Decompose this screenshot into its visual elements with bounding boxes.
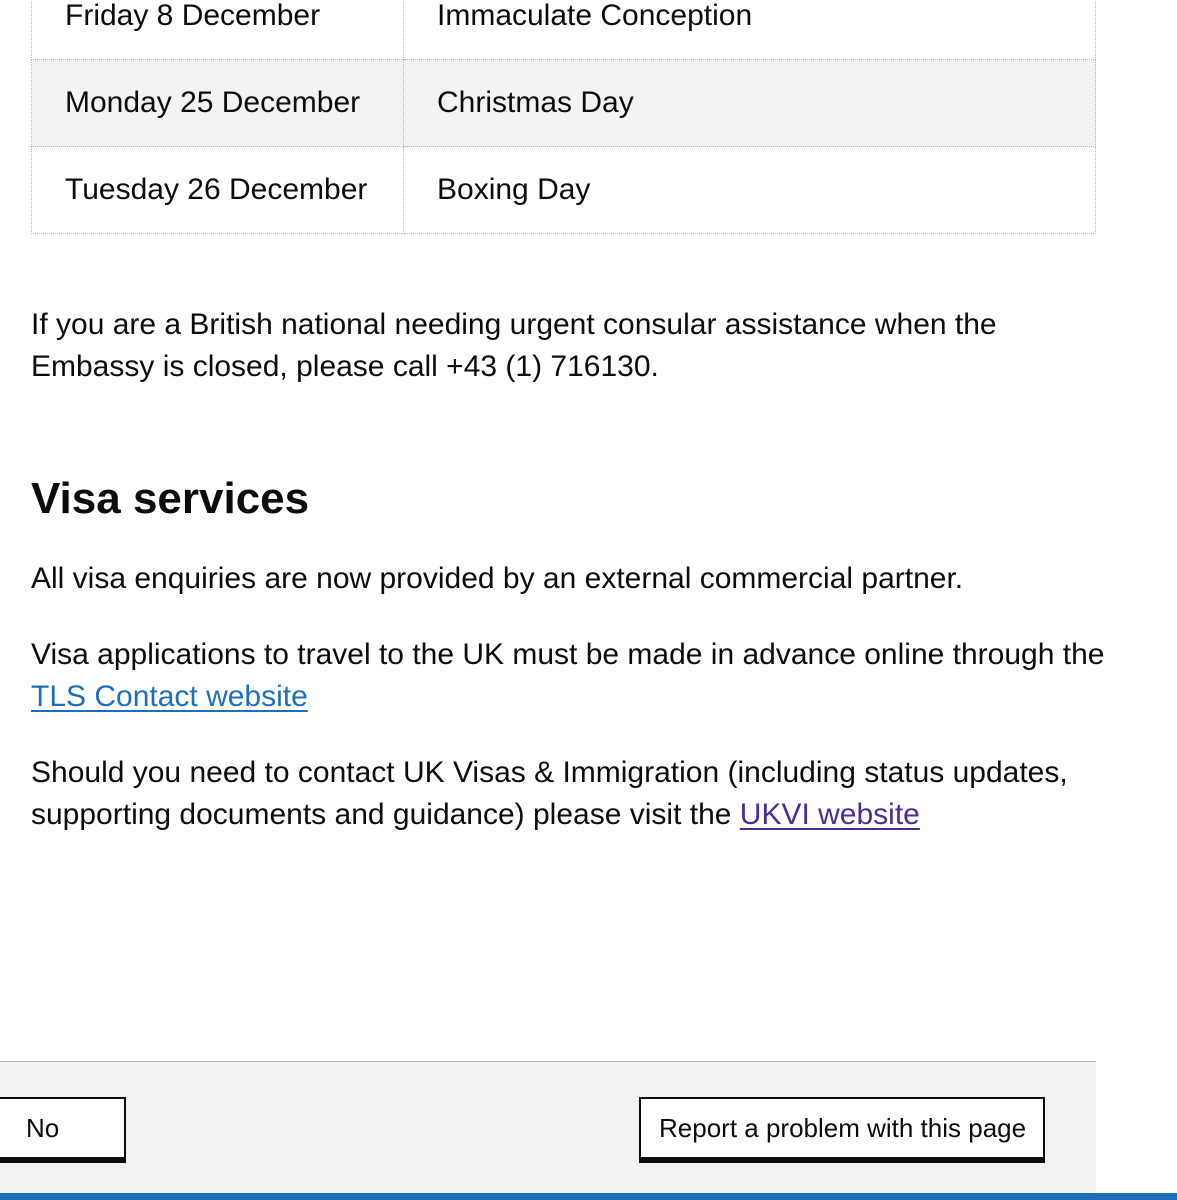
holiday-date: Tuesday 26 December (32, 147, 404, 234)
holiday-date: Monday 25 December (32, 60, 404, 147)
no-button[interactable]: No (0, 1097, 126, 1159)
holiday-name: Christmas Day (404, 60, 1096, 147)
ukvi-website-link[interactable]: UKVI website (739, 798, 920, 831)
table-row (32, 60, 1096, 147)
ukvi-contact-text: Should you need to contact UK Visas & Immigration (including status updates, supporting documents and guidance) please visit the (31, 756, 1068, 831)
holiday-name: Boxing Day (404, 147, 1096, 234)
report-problem-button[interactable]: Report a problem with this page (639, 1097, 1045, 1159)
footer-top-border (0, 1193, 1177, 1200)
table-row (32, 0, 1096, 60)
tls-contact-link[interactable]: TLS Contact website (31, 680, 308, 713)
visa-services-heading: Visa services (31, 474, 310, 523)
feedback-panel (0, 1061, 1096, 1194)
urgent-assistance-paragraph: If you are a British national needing urgent consular assistance when the Embassy is closed, please call +43 (1) 716130. (31, 308, 997, 383)
table-row (32, 147, 1096, 234)
visa-applications-text: Visa applications to travel to the UK must be made in advance online through the (31, 638, 1105, 671)
visa-applications-paragraph (31, 634, 1111, 718)
ukvi-contact-paragraph (31, 752, 1111, 836)
holiday-date: Friday 8 December (32, 0, 404, 60)
holiday-name: Immaculate Conception (404, 0, 1096, 60)
visa-enquiries-paragraph: All visa enquiries are now provided by an external commercial partner. (31, 562, 964, 595)
holidays-table (31, 0, 1096, 234)
